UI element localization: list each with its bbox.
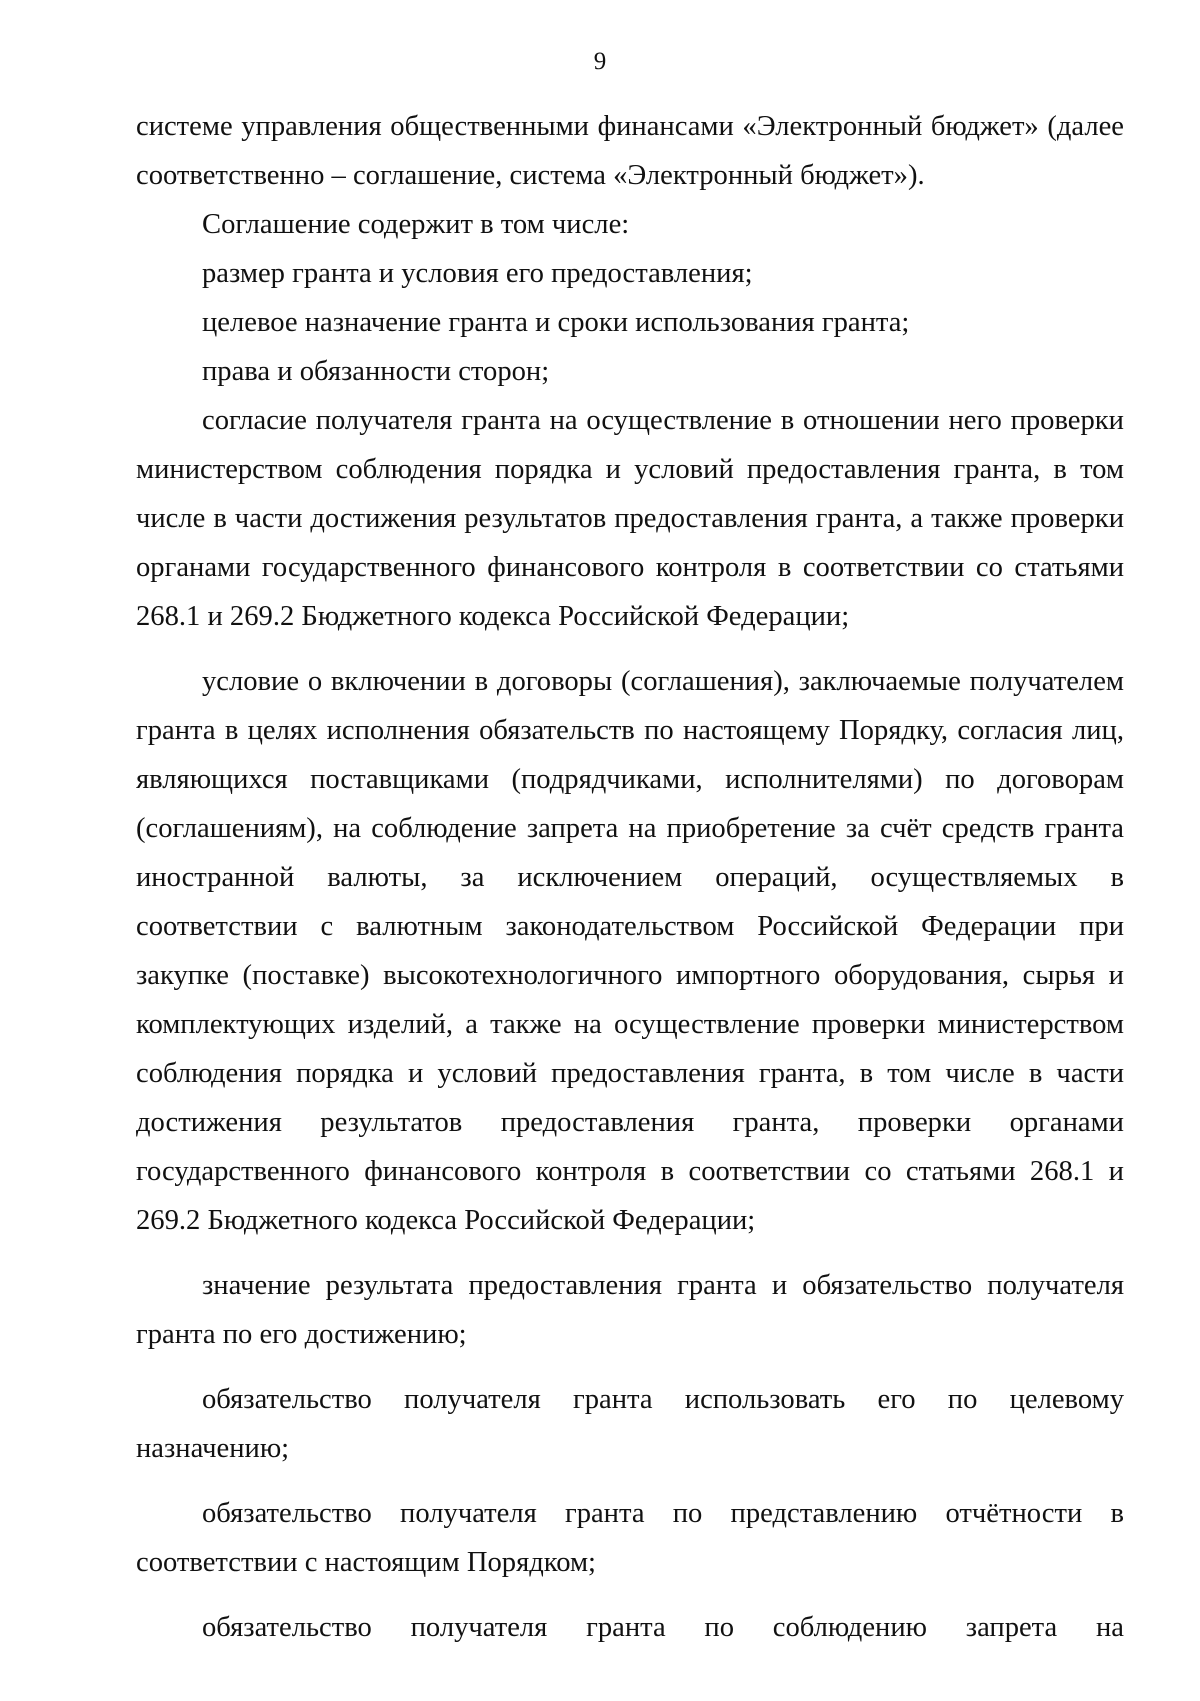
paragraph-result-value: значение результата предоставления гранта и обязательство получателя гранта по его достижению;: [136, 1270, 1124, 1350]
paragraph-grant-size: размер гранта и условия его предоставления;: [202, 258, 753, 289]
paragraph-target-use: обязательство получателя гранта использовать его по целевому назначению;: [136, 1384, 1124, 1464]
paragraph-prohibition: обязательство получателя гранта по соблюдению запрета на: [202, 1612, 1124, 1643]
page-number: 9: [593, 48, 607, 75]
paragraph-contract-condition: условие о включении в договоры (соглашения), заключаемые получателем гранта в целях исполнения обязательств по настоящему Порядку, согласия лиц, являющихся поставщиками (подрядчиками, исполнителями) по договорам (соглашениям), на соблюдение запрета на приобретение за счёт средств гранта иностранной валюты, за исключением операций, осуществляемых в соответствии с валютным законодательством Российской Федерации при закупке (поставке) высокотехнологичного импортного оборудования, сырья и комплектующих изделий, а также на осуществление проверки министерством соблюдения порядка и условий предоставления гранта, в том числе в части достижения результатов предоставления гранта, проверки органами государственного финансового контроля в соответствии со статьями 268.1 и 269.2 Бюджетного кодекса Российской Федерации;: [136, 666, 1124, 1236]
paragraph-reporting: обязательство получателя гранта по представлению отчётности в соответствии с настоящим Порядком;: [136, 1498, 1124, 1578]
document-body: [136, 102, 1124, 1652]
paragraph-inspection-consent: согласие получателя гранта на осуществление в отношении него проверки министерством соблюдения порядка и условий предоставления гранта, в том числе в части достижения результатов предоставления гранта, а также проверки органами государственного финансового контроля в соответствии со статьями 268.1 и 269.2 Бюджетного кодекса Российской Федерации;: [136, 405, 1124, 632]
paragraph-rights-obligations: права и обязанности сторон;: [202, 356, 550, 387]
paragraph-continuation: системе управления общественными финансами «Электронный бюджет» (далее соответственно – соглашение, система «Электронный бюджет»).: [136, 111, 1124, 191]
paragraph-grant-purpose: целевое назначение гранта и сроки использования гранта;: [202, 307, 910, 338]
paragraph-agreement-intro: Соглашение содержит в том числе:: [202, 209, 630, 240]
